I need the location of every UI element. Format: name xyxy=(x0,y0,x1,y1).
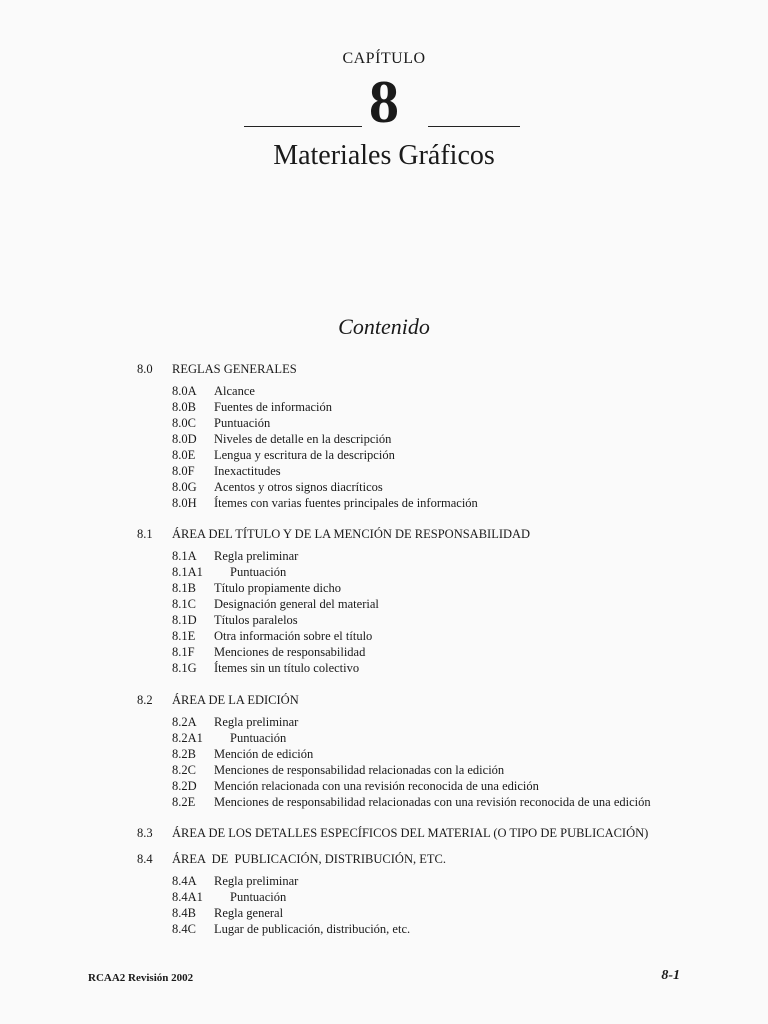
toc-entry[interactable] xyxy=(0,416,768,432)
entry-number: 8.1B xyxy=(172,581,196,595)
entry-title: Regla preliminar xyxy=(214,549,299,563)
title-rule-right xyxy=(428,126,520,127)
section-title: ÁREA DE PUBLICACIÓN, DISTRIBUCIÓN, ETC. xyxy=(172,852,446,866)
chapter-label: CAPÍTULO xyxy=(342,50,426,67)
toc-section-8-4 xyxy=(0,852,768,938)
toc-entry[interactable] xyxy=(0,661,768,677)
entry-number: 8.2D xyxy=(172,779,197,793)
entry-number: 8.2B xyxy=(172,747,196,761)
entry-number: 8.0D xyxy=(172,432,197,446)
section-title: ÁREA DE LOS DETALLES ESPECÍFICOS DEL MATERIAL (O TIPO DE PUBLICACIÓN) xyxy=(172,826,649,840)
title-rule-left xyxy=(244,126,362,127)
entry-number: 8.4A xyxy=(172,874,197,888)
toc-entry[interactable] xyxy=(0,464,768,480)
entry-number: 8.0C xyxy=(172,416,196,430)
entry-title: Títulos paralelos xyxy=(214,613,298,627)
entry-number: 8.2E xyxy=(172,795,196,809)
entry-title: Lugar de publicación, distribución, etc. xyxy=(214,922,411,936)
contents-heading: Contenido xyxy=(338,314,430,339)
entry-title: Otra información sobre el título xyxy=(214,629,373,643)
toc-entry[interactable] xyxy=(0,448,768,464)
toc-entry[interactable] xyxy=(0,629,768,645)
entry-number: 8.1G xyxy=(172,661,197,675)
toc-entry[interactable] xyxy=(0,581,768,597)
toc-entry[interactable] xyxy=(0,597,768,613)
entry-number: 8.0B xyxy=(172,400,196,414)
entry-number: 8.1D xyxy=(172,613,197,627)
page-number: 8-1 xyxy=(661,968,680,983)
entry-title: Regla general xyxy=(214,906,284,920)
toc-entry[interactable] xyxy=(0,613,768,629)
entry-title: Menciones de responsabilidad relacionadas con una revisión reconocida de una edición xyxy=(214,795,651,809)
entry-title: Mención relacionada con una revisión reconocida de una edición xyxy=(214,779,539,793)
section-number: 8.4 xyxy=(137,852,153,866)
toc-entry[interactable] xyxy=(0,795,768,811)
section-heading[interactable] xyxy=(0,362,768,378)
toc-entry[interactable] xyxy=(0,549,768,565)
entry-title: Título propiamente dicho xyxy=(214,581,342,595)
entry-title: Menciones de responsabilidad relacionadas con la edición xyxy=(214,763,505,777)
toc-entry[interactable] xyxy=(0,565,768,581)
entry-title: Niveles de detalle en la descripción xyxy=(214,432,392,446)
entry-title: Fuentes de información xyxy=(214,400,333,414)
entry-title: Inexactitudes xyxy=(214,464,281,478)
toc-entry[interactable] xyxy=(0,496,768,512)
section-title: REGLAS GENERALES xyxy=(172,362,297,376)
toc-entry[interactable] xyxy=(0,763,768,779)
toc-entry[interactable] xyxy=(0,779,768,795)
entry-number: 8.0H xyxy=(172,496,197,510)
entry-number: 8.1C xyxy=(172,597,196,611)
toc-entry[interactable] xyxy=(0,715,768,731)
toc-entry[interactable] xyxy=(0,480,768,496)
toc-section-8-0 xyxy=(0,362,768,512)
toc-entry[interactable] xyxy=(0,906,768,922)
toc-section-8-3 xyxy=(0,826,768,842)
entry-number: 8.0F xyxy=(172,464,195,478)
entry-number: 8.1F xyxy=(172,645,195,659)
entry-title: Lengua y escritura de la descripción xyxy=(214,448,395,462)
toc-entry[interactable] xyxy=(0,400,768,416)
entry-number: 8.4A1 xyxy=(172,890,203,904)
entry-number: 8.4B xyxy=(172,906,196,920)
section-number: 8.2 xyxy=(137,693,153,707)
entry-title: Puntuación xyxy=(230,890,287,904)
footer-publication: RCAA2 Revisión 2002 xyxy=(88,972,194,984)
toc-entry[interactable] xyxy=(0,731,768,747)
section-heading[interactable] xyxy=(0,826,768,842)
entry-number: 8.0E xyxy=(172,448,196,462)
entry-title: Menciones de responsabilidad xyxy=(214,645,366,659)
toc-section-8-2 xyxy=(0,693,768,811)
section-number: 8.1 xyxy=(137,527,153,541)
entry-number: 8.2C xyxy=(172,763,196,777)
entry-number: 8.2A xyxy=(172,715,197,729)
section-number: 8.0 xyxy=(137,362,153,376)
entry-number: 8.1A1 xyxy=(172,565,203,579)
chapter-number: 8 xyxy=(369,69,399,135)
entry-title: Ítemes sin un título colectivo xyxy=(214,661,360,675)
chapter-title: Materiales Gráficos xyxy=(273,140,495,171)
entry-title: Puntuación xyxy=(214,416,271,430)
toc-entry[interactable] xyxy=(0,384,768,400)
toc-entry[interactable] xyxy=(0,747,768,763)
section-number: 8.3 xyxy=(137,826,153,840)
entry-number: 8.1A xyxy=(172,549,197,563)
toc-entry[interactable] xyxy=(0,922,768,938)
entry-number: 8.1E xyxy=(172,629,196,643)
section-title: ÁREA DEL TÍTULO Y DE LA MENCIÓN DE RESPONSABILIDAD xyxy=(172,527,531,541)
toc-entry[interactable] xyxy=(0,645,768,661)
section-heading[interactable] xyxy=(0,852,768,868)
section-title: ÁREA DE LA EDICIÓN xyxy=(172,693,299,707)
entry-title: Puntuación xyxy=(230,731,287,745)
entry-title: Acentos y otros signos diacríticos xyxy=(214,480,383,494)
toc-entry[interactable] xyxy=(0,874,768,890)
entry-title: Alcance xyxy=(214,384,255,398)
entry-title: Designación general del material xyxy=(214,597,379,611)
entry-number: 8.0A xyxy=(172,384,197,398)
section-heading[interactable] xyxy=(0,693,768,709)
entry-title: Ítemes con varias fuentes principales de información xyxy=(214,496,478,510)
entry-title: Regla preliminar xyxy=(214,715,299,729)
toc-entry[interactable] xyxy=(0,432,768,448)
entry-number: 8.2A1 xyxy=(172,731,203,745)
entry-title: Mención de edición xyxy=(214,747,314,761)
entry-title: Regla preliminar xyxy=(214,874,299,888)
entry-title: Puntuación xyxy=(230,565,287,579)
entry-number: 8.0G xyxy=(172,480,197,494)
section-heading[interactable] xyxy=(0,527,768,543)
toc-entry[interactable] xyxy=(0,890,768,906)
entry-number: 8.4C xyxy=(172,922,196,936)
toc-section-8-1 xyxy=(0,527,768,677)
